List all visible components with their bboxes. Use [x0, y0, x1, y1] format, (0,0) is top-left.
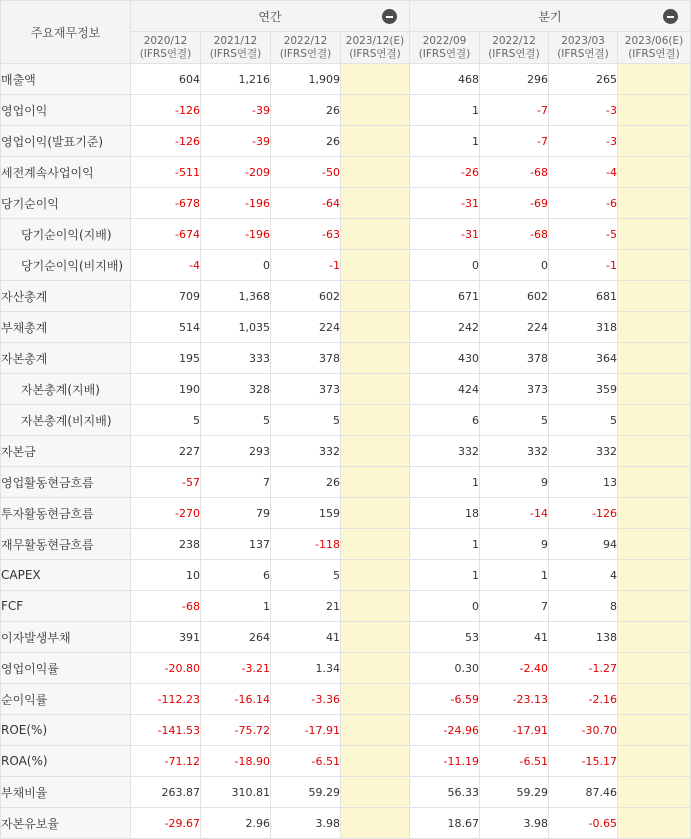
- value-cell: 26: [271, 126, 341, 157]
- table-row: [1, 777, 691, 808]
- value-cell: 94: [549, 529, 618, 560]
- column-header: [618, 32, 691, 64]
- value-cell: -6.59: [410, 684, 480, 715]
- value-cell: -30.70: [549, 715, 618, 746]
- value-cell: 18.67: [410, 808, 480, 839]
- value-cell: 5: [201, 405, 271, 436]
- value-cell: 26: [271, 95, 341, 126]
- value-cell: -112.23: [131, 684, 201, 715]
- row-label[interactable]: FCF: [1, 591, 131, 622]
- table-row: [1, 684, 691, 715]
- value-cell: -1: [549, 250, 618, 281]
- value-cell: 602: [271, 281, 341, 312]
- value-cell: 1: [410, 529, 480, 560]
- estimate-cell: [618, 715, 691, 746]
- value-cell: -39: [201, 126, 271, 157]
- estimate-cell: [618, 653, 691, 684]
- estimate-cell: [341, 467, 410, 498]
- value-cell: -2.16: [549, 684, 618, 715]
- table-row: [1, 374, 691, 405]
- value-cell: 1.34: [271, 653, 341, 684]
- value-cell: 242: [410, 312, 480, 343]
- value-cell: 4: [549, 560, 618, 591]
- estimate-cell: [618, 343, 691, 374]
- table-row: [1, 591, 691, 622]
- value-cell: -5: [549, 219, 618, 250]
- value-cell: -1.27: [549, 653, 618, 684]
- table-row: [1, 250, 691, 281]
- estimate-cell: [618, 312, 691, 343]
- value-cell: 1,216: [201, 64, 271, 95]
- value-cell: -75.72: [201, 715, 271, 746]
- value-cell: -31: [410, 188, 480, 219]
- value-cell: -71.12: [131, 746, 201, 777]
- value-cell: 159: [271, 498, 341, 529]
- estimate-cell: [618, 64, 691, 95]
- value-cell: -26: [410, 157, 480, 188]
- row-label[interactable]: ROE(%): [1, 715, 131, 746]
- row-label[interactable]: 영업이익(발표기준): [1, 126, 131, 157]
- column-basis: (IFRS연결): [418, 47, 471, 60]
- row-label[interactable]: 자산총계: [1, 281, 131, 312]
- value-cell: 227: [131, 436, 201, 467]
- value-cell: 26: [271, 467, 341, 498]
- value-cell: -64: [271, 188, 341, 219]
- row-label[interactable]: 당기순이익(비지배): [1, 250, 131, 281]
- value-cell: 3.98: [271, 808, 341, 839]
- estimate-cell: [341, 64, 410, 95]
- column-basis: (IFRS연결): [349, 47, 401, 60]
- value-cell: 430: [410, 343, 480, 374]
- value-cell: 378: [271, 343, 341, 374]
- value-cell: 2.96: [201, 808, 271, 839]
- value-cell: 9: [480, 467, 549, 498]
- value-cell: 681: [549, 281, 618, 312]
- estimate-cell: [618, 746, 691, 777]
- row-label[interactable]: 부채총계: [1, 312, 131, 343]
- value-cell: -29.67: [131, 808, 201, 839]
- estimate-cell: [341, 529, 410, 560]
- estimate-cell: [618, 250, 691, 281]
- value-cell: -20.80: [131, 653, 201, 684]
- estimate-cell: [618, 219, 691, 250]
- column-basis: (IFRS연결): [139, 47, 192, 60]
- value-cell: 13: [549, 467, 618, 498]
- value-cell: -0.65: [549, 808, 618, 839]
- estimate-cell: [341, 374, 410, 405]
- value-cell: -23.13: [480, 684, 549, 715]
- column-period: 2023/06(E): [624, 34, 684, 47]
- value-cell: 238: [131, 529, 201, 560]
- quarter-label: 분기: [538, 9, 562, 24]
- value-cell: 332: [410, 436, 480, 467]
- estimate-cell: [341, 188, 410, 219]
- value-cell: -270: [131, 498, 201, 529]
- row-label[interactable]: 자본총계(지배): [1, 374, 131, 405]
- row-label[interactable]: 영업이익: [1, 95, 131, 126]
- value-cell: 18: [410, 498, 480, 529]
- value-cell: 1,035: [201, 312, 271, 343]
- table-row: [1, 157, 691, 188]
- row-label[interactable]: 매출액: [1, 64, 131, 95]
- value-cell: 293: [201, 436, 271, 467]
- estimate-cell: [618, 808, 691, 839]
- value-cell: -14: [480, 498, 549, 529]
- column-header: [341, 32, 410, 64]
- value-cell: 1,909: [271, 64, 341, 95]
- value-cell: -126: [131, 126, 201, 157]
- value-cell: 514: [131, 312, 201, 343]
- value-cell: 359: [549, 374, 618, 405]
- column-basis: (IFRS연결): [279, 47, 332, 60]
- annual-label: 연간: [258, 9, 282, 24]
- value-cell: 0: [201, 250, 271, 281]
- table-row: [1, 467, 691, 498]
- value-cell: 5: [480, 405, 549, 436]
- estimate-cell: [618, 126, 691, 157]
- row-label[interactable]: 자본유보율: [1, 808, 131, 839]
- column-period: 2022/09: [422, 34, 467, 47]
- value-cell: -674: [131, 219, 201, 250]
- value-cell: 224: [271, 312, 341, 343]
- value-cell: -68: [480, 219, 549, 250]
- value-cell: 296: [480, 64, 549, 95]
- annual-group-header: [131, 1, 410, 32]
- value-cell: -63: [271, 219, 341, 250]
- row-label[interactable]: 영업이익률: [1, 653, 131, 684]
- value-cell: -24.96: [410, 715, 480, 746]
- estimate-cell: [618, 281, 691, 312]
- value-cell: -17.91: [271, 715, 341, 746]
- value-cell: 0.30: [410, 653, 480, 684]
- column-header: [201, 32, 271, 64]
- table-row: [1, 622, 691, 653]
- row-label[interactable]: 당기순이익: [1, 188, 131, 219]
- row-label[interactable]: 부채비율: [1, 777, 131, 808]
- column-header: [271, 32, 341, 64]
- value-cell: 391: [131, 622, 201, 653]
- value-cell: -3: [549, 95, 618, 126]
- value-cell: 190: [131, 374, 201, 405]
- value-cell: 1: [201, 591, 271, 622]
- value-cell: 0: [410, 591, 480, 622]
- value-cell: 1: [410, 560, 480, 591]
- value-cell: 604: [131, 64, 201, 95]
- value-cell: 263.87: [131, 777, 201, 808]
- value-cell: -11.19: [410, 746, 480, 777]
- estimate-cell: [341, 126, 410, 157]
- estimate-cell: [341, 622, 410, 653]
- value-cell: -1: [271, 250, 341, 281]
- estimate-cell: [341, 250, 410, 281]
- column-header: [131, 32, 201, 64]
- column-basis: (IFRS연결): [628, 47, 680, 60]
- value-cell: 318: [549, 312, 618, 343]
- value-cell: 332: [271, 436, 341, 467]
- estimate-cell: [341, 219, 410, 250]
- value-cell: 10: [131, 560, 201, 591]
- row-label[interactable]: ROA(%): [1, 746, 131, 777]
- estimate-cell: [618, 684, 691, 715]
- table-row: [1, 126, 691, 157]
- table-row: [1, 529, 691, 560]
- estimate-cell: [341, 715, 410, 746]
- value-cell: -209: [201, 157, 271, 188]
- value-cell: -18.90: [201, 746, 271, 777]
- estimate-cell: [618, 436, 691, 467]
- value-cell: -2.40: [480, 653, 549, 684]
- value-cell: 332: [480, 436, 549, 467]
- value-cell: 310.81: [201, 777, 271, 808]
- value-cell: -7: [480, 126, 549, 157]
- value-cell: 1: [410, 126, 480, 157]
- value-cell: 1: [480, 560, 549, 591]
- value-cell: 5: [131, 405, 201, 436]
- value-cell: -68: [480, 157, 549, 188]
- value-cell: 328: [201, 374, 271, 405]
- value-cell: 56.33: [410, 777, 480, 808]
- estimate-cell: [618, 157, 691, 188]
- value-cell: -126: [131, 95, 201, 126]
- row-label[interactable]: CAPEX: [1, 560, 131, 591]
- value-cell: 333: [201, 343, 271, 374]
- column-basis: (IFRS연결): [557, 47, 609, 60]
- estimate-cell: [618, 498, 691, 529]
- table-row: [1, 715, 691, 746]
- value-cell: -69: [480, 188, 549, 219]
- value-cell: -141.53: [131, 715, 201, 746]
- value-cell: 602: [480, 281, 549, 312]
- value-cell: -16.14: [201, 684, 271, 715]
- row-label[interactable]: 자본총계(비지배): [1, 405, 131, 436]
- value-cell: -4: [131, 250, 201, 281]
- value-cell: -6: [549, 188, 618, 219]
- value-cell: 8: [549, 591, 618, 622]
- value-cell: -6.51: [480, 746, 549, 777]
- value-cell: 6: [410, 405, 480, 436]
- estimate-cell: [341, 777, 410, 808]
- value-cell: 373: [480, 374, 549, 405]
- table-row: [1, 219, 691, 250]
- row-label[interactable]: 당기순이익(지배): [1, 219, 131, 250]
- column-period: 2023/12(E): [345, 34, 405, 47]
- value-cell: -4: [549, 157, 618, 188]
- header-row-groups: [1, 1, 691, 32]
- value-cell: -50: [271, 157, 341, 188]
- table-row: [1, 436, 691, 467]
- estimate-cell: [618, 777, 691, 808]
- row-label[interactable]: 이자발생부채: [1, 622, 131, 653]
- value-cell: -678: [131, 188, 201, 219]
- table-row: [1, 188, 691, 219]
- value-cell: 709: [131, 281, 201, 312]
- row-label[interactable]: 재무활동현금흐름: [1, 529, 131, 560]
- estimate-cell: [341, 591, 410, 622]
- value-cell: 364: [549, 343, 618, 374]
- estimate-cell: [618, 529, 691, 560]
- estimate-cell: [618, 374, 691, 405]
- value-cell: 41: [271, 622, 341, 653]
- row-label[interactable]: 세전계속사업이익: [1, 157, 131, 188]
- value-cell: -6.51: [271, 746, 341, 777]
- table-row: [1, 281, 691, 312]
- row-label[interactable]: 영업활동현금흐름: [1, 467, 131, 498]
- estimate-cell: [341, 684, 410, 715]
- value-cell: 87.46: [549, 777, 618, 808]
- table-body: [1, 64, 691, 839]
- table-row: [1, 808, 691, 839]
- value-cell: -511: [131, 157, 201, 188]
- value-cell: 1: [410, 467, 480, 498]
- value-cell: 3.98: [480, 808, 549, 839]
- table-row: [1, 64, 691, 95]
- value-cell: 0: [410, 250, 480, 281]
- value-cell: 1: [410, 95, 480, 126]
- value-cell: 5: [271, 405, 341, 436]
- column-header: [410, 32, 480, 64]
- estimate-cell: [341, 808, 410, 839]
- row-label[interactable]: 자본총계: [1, 343, 131, 374]
- row-label[interactable]: 투자활동현금흐름: [1, 498, 131, 529]
- column-header: [480, 32, 549, 64]
- table-row: [1, 560, 691, 591]
- value-cell: 6: [201, 560, 271, 591]
- column-period: 2022/12: [492, 34, 536, 47]
- collapse-annual-minus-icon[interactable]: [382, 9, 397, 24]
- estimate-cell: [618, 188, 691, 219]
- value-cell: 9: [480, 529, 549, 560]
- column-basis: (IFRS연결): [488, 47, 540, 60]
- value-cell: -15.17: [549, 746, 618, 777]
- value-cell: 265: [549, 64, 618, 95]
- estimate-cell: [341, 560, 410, 591]
- estimate-cell: [618, 560, 691, 591]
- estimate-cell: [618, 591, 691, 622]
- value-cell: 59.29: [480, 777, 549, 808]
- quarter-group-header: [410, 1, 691, 32]
- value-cell: 195: [131, 343, 201, 374]
- value-cell: -196: [201, 219, 271, 250]
- estimate-cell: [341, 746, 410, 777]
- table-row: [1, 498, 691, 529]
- value-cell: -39: [201, 95, 271, 126]
- value-cell: 7: [201, 467, 271, 498]
- estimate-cell: [341, 343, 410, 374]
- estimate-cell: [341, 157, 410, 188]
- row-label[interactable]: 순이익률: [1, 684, 131, 715]
- value-cell: 59.29: [271, 777, 341, 808]
- value-cell: 41: [480, 622, 549, 653]
- value-cell: -3: [549, 126, 618, 157]
- value-cell: -31: [410, 219, 480, 250]
- value-cell: 0: [480, 250, 549, 281]
- value-cell: 21: [271, 591, 341, 622]
- value-cell: 5: [271, 560, 341, 591]
- column-header: [549, 32, 618, 64]
- value-cell: -3.36: [271, 684, 341, 715]
- value-cell: -3.21: [201, 653, 271, 684]
- estimate-cell: [618, 405, 691, 436]
- estimate-cell: [341, 281, 410, 312]
- value-cell: 137: [201, 529, 271, 560]
- value-cell: -57: [131, 467, 201, 498]
- estimate-cell: [618, 95, 691, 126]
- row-label[interactable]: 자본금: [1, 436, 131, 467]
- estimate-cell: [618, 622, 691, 653]
- estimate-cell: [341, 436, 410, 467]
- estimate-cell: [341, 312, 410, 343]
- table-title: 주요재무정보: [1, 1, 131, 64]
- column-period: 2022/12: [283, 34, 328, 47]
- estimate-cell: [341, 95, 410, 126]
- column-period: 2021/12: [213, 34, 258, 47]
- column-basis: (IFRS연결): [209, 47, 262, 60]
- value-cell: 373: [271, 374, 341, 405]
- value-cell: -17.91: [480, 715, 549, 746]
- value-cell: -68: [131, 591, 201, 622]
- value-cell: 424: [410, 374, 480, 405]
- table-row: [1, 95, 691, 126]
- value-cell: -126: [549, 498, 618, 529]
- value-cell: -196: [201, 188, 271, 219]
- column-period: 2020/12: [143, 34, 188, 47]
- collapse-quarter-minus-icon[interactable]: [663, 9, 678, 24]
- table-row: [1, 746, 691, 777]
- table-row: [1, 405, 691, 436]
- value-cell: 224: [480, 312, 549, 343]
- estimate-cell: [341, 405, 410, 436]
- value-cell: 332: [549, 436, 618, 467]
- value-cell: 671: [410, 281, 480, 312]
- estimate-cell: [341, 498, 410, 529]
- value-cell: 138: [549, 622, 618, 653]
- value-cell: 378: [480, 343, 549, 374]
- table-row: [1, 653, 691, 684]
- value-cell: 79: [201, 498, 271, 529]
- table-row: [1, 312, 691, 343]
- estimate-cell: [341, 653, 410, 684]
- value-cell: 53: [410, 622, 480, 653]
- table-row: [1, 343, 691, 374]
- value-cell: 468: [410, 64, 480, 95]
- column-period: 2023/03: [561, 34, 605, 47]
- value-cell: 5: [549, 405, 618, 436]
- value-cell: 1,368: [201, 281, 271, 312]
- value-cell: -7: [480, 95, 549, 126]
- value-cell: 7: [480, 591, 549, 622]
- estimate-cell: [618, 467, 691, 498]
- value-cell: 264: [201, 622, 271, 653]
- value-cell: -118: [271, 529, 341, 560]
